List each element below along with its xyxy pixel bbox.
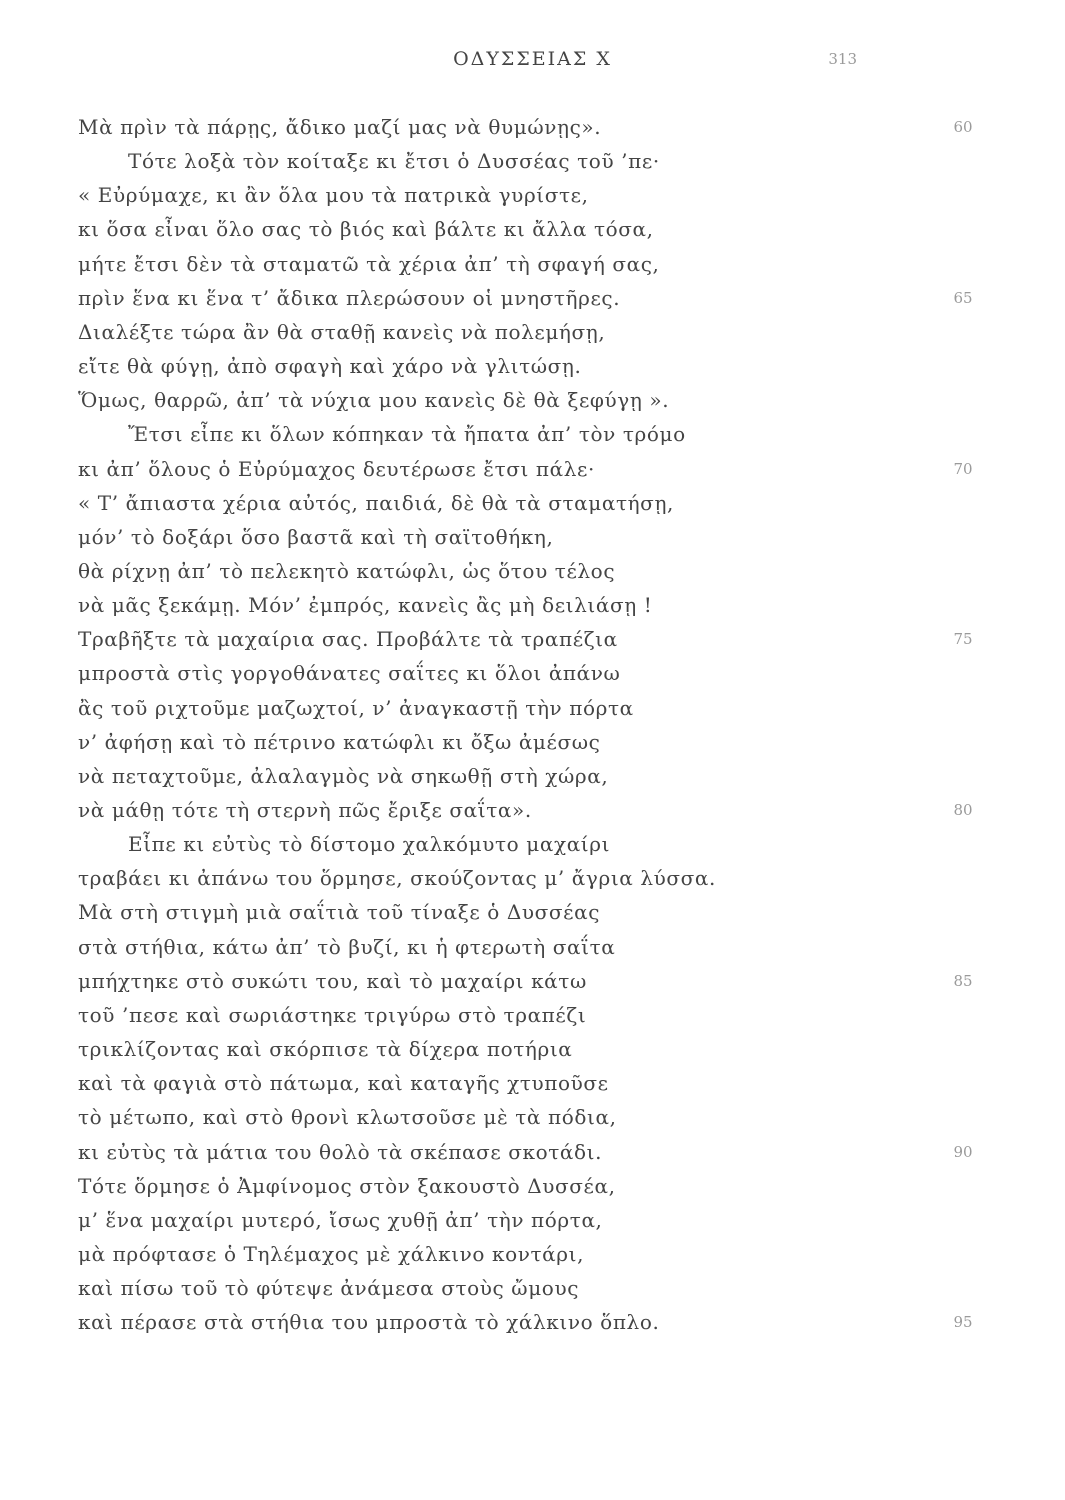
verse-line [78,452,973,486]
verse-line [78,212,898,246]
verse-text: μ’ ἕνα μαχαίρι μυτερό, ἴσως χυθῇ ἀπ’ τὴν πόρτα, [78,1207,603,1232]
verse-line [78,1237,898,1271]
verse-line [78,486,898,520]
running-head [0,48,1065,78]
verse-text: θὰ ρίχνῃ ἀπ’ τὸ πελεκητὸ κατώφλι, ὡς ὅτου τέλος [78,558,616,583]
verse-line [78,725,898,759]
verse-line [78,1305,973,1339]
verse-text: Μὰ πρὶν τὰ πάρῃς, ἄδικο μαζί μας νὰ θυμώνῃς». [78,115,602,139]
verse-line [78,383,898,417]
verse-text: « Εὐρύμαχε, κι ἂν ὅλα μου τὰ πατρικὰ γυρίστε, [78,183,589,208]
verse-line [78,1032,898,1066]
verse-line [78,588,898,622]
line-number: 75 [953,630,973,649]
verse-text: νὰ μάθῃ τότε τὴ στερνὴ πῶς ἔριξε σαΐτα». [78,798,532,822]
verse-line [78,895,898,929]
verse-line [128,827,948,861]
verse-text: Διαλέξτε τώρα ἂν θὰ σταθῇ κανεὶς νὰ πολεμήσῃ, [78,319,606,344]
verse-text: ν’ ἀφήσῃ καὶ τὸ πέτρινο κατώφλι κι ὄξω ἀμέσως [78,729,601,754]
verse-text: τοῦ ’πεσε καὶ σωριάστηκε τριγύρω στὸ τραπέζι [78,1002,587,1027]
verse-text: Εἶπε κι εὐτὺς τὸ δίστομο χαλκόμυτο μαχαίρι [128,832,611,857]
line-number: 70 [953,459,973,478]
verse-line [78,1169,898,1203]
verse-line [78,622,973,656]
verse-line [78,1271,898,1305]
verse-line [78,520,898,554]
verse-line [78,1135,973,1169]
verse-line [78,759,898,793]
verse-text: μόν’ τὸ δοξάρι ὅσο βαστᾶ καὶ τὴ σαϊτοθήκη, [78,524,554,549]
verse-text: Τότε λοξὰ τὸν κοίταξε κι ἔτσι ὁ Δυσσέας τοῦ ’πε· [128,149,660,174]
verse-line [78,1203,898,1237]
verse-text: μὰ πρόφτασε ὁ Τηλέμαχος μὲ χάλκινο κοντάρι, [78,1241,585,1266]
verse-line [78,178,898,212]
verse-line [78,110,973,144]
verse-text: Τότε ὅρμησε ὁ Ἀμφίνομος στὸν ξακουστὸ Δυσσέα, [78,1173,616,1198]
page-number: 313 [828,50,857,68]
line-number: 80 [953,801,973,819]
verse-line [78,691,898,725]
verse-line [78,554,898,588]
verse-text: νὰ μᾶς ξεκάμῃ. Μόν’ ἐμπρός, κανεὶς ἂς μὴ δειλιάσῃ ! [78,593,653,618]
verse-line [78,998,898,1032]
line-number: 95 [953,1313,973,1332]
verse-text: ἂς τοῦ ριχτοῦμε μαζωχτοί, ν’ ἀναγκαστῇ τὴν πόρτα [78,695,634,720]
verse-text: μπήχτηκε στὸ συκώτι του, καὶ τὸ μαχαίρι κάτω [78,968,587,993]
verse-text: Ἔτσι εἶπε κι ὅλων κόπηκαν τὰ ἤπατα ἀπ’ τὸν τρόμο [128,422,686,447]
verse-line [78,861,898,895]
verse-text: καὶ πίσω τοῦ τὸ φύτεψε ἀνάμεσα στοὺς ὤμους [78,1276,580,1301]
verse-text: τὸ μέτωπο, καὶ στὸ θρονὶ κλωτσοῦσε μὲ τὰ πόδια, [78,1105,617,1130]
verse-line [78,793,973,827]
verse-text: μπροστὰ στὶς γοργοθάνατες σαΐτες κι ὅλοι ἀπάνω [78,661,621,686]
verse-text: Τραβῆξτε τὰ μαχαίρια σας. Προβάλτε τὰ τραπέζια [78,627,618,652]
verse-text: στὰ στήθια, κάτω ἀπ’ τὸ βυζί, κι ἡ φτερωτὴ σαΐτα [78,934,616,959]
running-title: ΟΔΥΣΣΕΙΑΣ Χ [453,48,612,70]
line-number: 60 [953,118,973,136]
verse-text: κι εὐτὺς τὰ μάτια του θολὸ τὰ σκέπασε σκοτάδι. [78,1139,603,1164]
verse-text: μήτε ἔτσι δὲν τὰ σταματῶ τὰ χέρια ἀπ’ τὴ σφαγή σας, [78,251,660,276]
verse-line [128,144,948,178]
verse-text: πρὶν ἕνα κι ἕνα τ’ ἄδικα πλερώσουν οἱ μνηστῆρες. [78,285,621,310]
verse-line [78,930,898,964]
line-number: 65 [953,288,973,307]
verse-text: εἴτε θὰ φύγῃ, ἀπὸ σφαγὴ καὶ χάρο νὰ γλιτώσῃ. [78,354,582,379]
verse-line [78,247,898,281]
line-number: 85 [953,971,973,990]
verse-text: « Τ’ ἄπιαστα χέρια αὐτός, παιδιά, δὲ θὰ τὰ σταματήσῃ, [78,490,674,515]
verse-text: τραβάει κι ἀπάνω του ὅρμησε, σκούζοντας μ’ ἄγρια λύσσα. [78,866,716,891]
line-number: 90 [953,1142,973,1161]
verse-text: τρικλίζοντας καὶ σκόρπισε τὰ δίχερα ποτήρια [78,1037,573,1062]
verse-text: κι ὅσα εἶναι ὅλο σας τὸ βιός καὶ βάλτε κι ἄλλα τόσα, [78,217,654,242]
verse-line [78,1066,898,1100]
verse-line [78,1100,898,1134]
verse-line [78,349,898,383]
verse-line [78,281,973,315]
verse-text: Μὰ στὴ στιγμὴ μιὰ σαΐτιὰ τοῦ τίναξε ὁ Δυσσέας [78,900,601,925]
verse-text: κι ἀπ’ ὅλους ὁ Εὐρύμαχος δευτέρωσε ἔτσι πάλε· [78,456,595,481]
verse-text: καὶ τὰ φαγιὰ στὸ πάτωμα, καὶ καταγῆς χτυποῦσε [78,1071,609,1096]
verse-line [78,656,898,690]
verse-line [78,964,973,998]
verse-text: Ὅμως, θαρρῶ, ἀπ’ τὰ νύχια μου κανεὶς δὲ θὰ ξεφύγῃ ». [78,388,670,413]
verse-text: καὶ πέρασε στὰ στήθια του μπροστὰ τὸ χάλκινο ὅπλο. [78,1310,660,1335]
verse-line [128,417,948,451]
verse-line [78,315,898,349]
verse-text: νὰ πεταχτοῦμε, ἀλαλαγμὸς νὰ σηκωθῇ στὴ χώρα, [78,763,609,788]
